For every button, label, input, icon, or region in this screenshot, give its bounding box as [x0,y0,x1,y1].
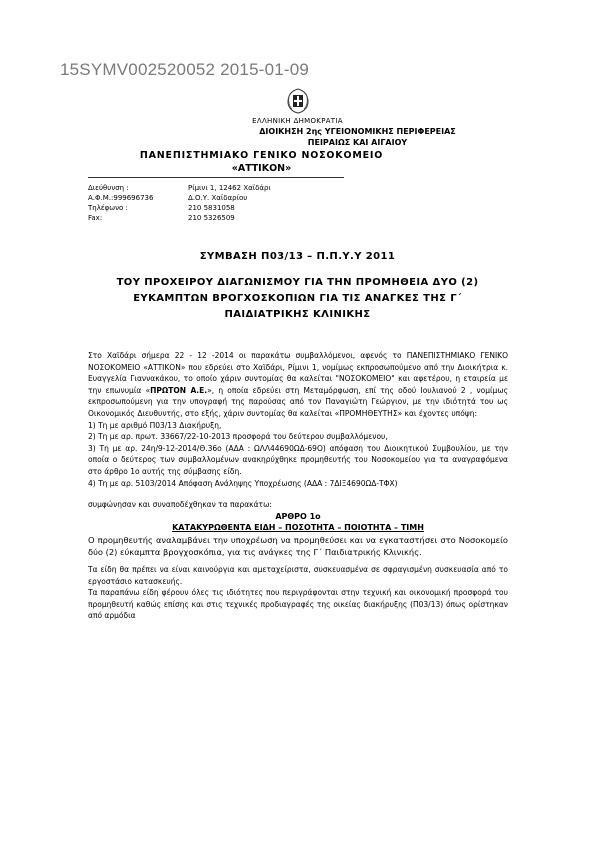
consideration-item: 2) Τη με αρ. πρωτ. 33667/22-10-2013 προσφορά του δεύτερου συμβαλλόμενου, [88,432,388,442]
contact-value: 210 5326509 [188,214,235,222]
consideration-item: 1) Τη με αριθμό Π03/13 Διακήρυξη, [88,420,222,430]
hospital-name: «ΑΤΤΙΚΟΝ» [231,163,292,174]
contact-block [88,183,271,223]
header-divider [88,177,344,178]
article-paragraph: Τα παραπάνω είδη φέρουν όλες τις ιδιότητες που περιγράφονται στην τεχνική και οικονομική προσφορά του προμηθευτή καθώς επίσης και στις τεχνικές προδιαγραφές της οικείας διακήρυξης (Π03/13) όπως ορίστηκαν από αρμόδια [88,588,508,621]
agreed-line: συμφώνησαν και συναποδέχθηκαν τα παρακάτω: [88,500,272,510]
subtitle-line: ΕΥΚΑΜΠΤΩΝ ΒΡΟΓΧΟΣΚΟΠΙΩΝ ΓΙΑ ΤΙΣ ΑΝΑΓΚΕΣ ΤΗΣ Γ΄ [133,293,462,304]
contact-value: 210 5831058 [188,204,235,212]
greek-emblem-icon [285,88,311,114]
subtitle-line: ΠΑΙΔΙΑΤΡΙΚΗΣ ΚΛΙΝΙΚΗΣ [224,309,371,320]
contact-label: Α.Φ.Μ.:999696736 [88,194,154,202]
contact-row-fax [88,213,271,223]
subtitle-line: ΤΟΥ ΠΡΟΧΕΙΡΟΥ ΔΙΑΓΩΝΙΣΜΟΥ ΓΙΑ ΤΗΝ ΠΡΟΜΗΘΕΙΑ ΔΥΟ (2) [116,277,479,288]
administration-label: ΔΙΟΙΚΗΣΗ 2ης ΥΓΕΙΟΝΟΜΙΚΗΣ ΠΕΡΙΦΕΡΕΙΑΣ [259,127,456,136]
document-id-watermark: 15SYMV002520052 2015-01-09 [60,60,310,79]
contact-value: Δ.Ο.Υ. Χαϊδαρίου [188,194,248,202]
intro-text: Στο Χαϊδάρι σήμερα 22 - 12 -2014 οι παρακάτω συμβαλλόμενοι, αφενός το ΠΑΝΕΠΙΣΤΗΜΙΑΚΟ ΓΕΝΙΚΟ ΝΟΣΟΚΟΜΕΙΟ «ΑΤΤΙΚΟΝ» που εδρεύει στο Χαϊδάρι, Ρίμινι 1, νομίμως εκπροσωπούμενο από την Διοικήτρια κ. Ευαγγελία Γιαννακάκου, το οποίο χάριν συντομίας θα καλείται "ΝΟΣΟΚΟΜΕΙΟ" και αφετέρου, η εταιρεία με την επωνυμία « [88,351,508,395]
contact-row-address [88,183,271,193]
contract-subtitle [0,275,595,323]
contact-row-phone [88,203,271,213]
region-label: ΠΕΙΡΑΙΩΣ ΚΑΙ ΑΙΓΑΙΟΥ [307,138,408,147]
contact-label: Διεύθυνση : [88,184,129,192]
republic-label: ΕΛΛΗΝΙΚΗ ΔΗΜΟΚΡΑΤΙΑ [252,117,343,125]
hospital-label: ΠΑΝΕΠΙΣΤΗΜΙΑΚΟ ΓΕΝΙΚΟ ΝΟΣΟΚΟΜΕΙΟ [139,150,384,161]
consideration-item: 3) Τη με αρ. 24η/9-12-2014/Θ.36ο (ΑΔΑ : ΩΛΛ44690ΩΔ-69Ο) απόφαση του Διοικητικού Συμβουλίου, με την οποία ο δεύτερος των συμβαλλομένων ανακηρύχθηκε προμηθευτής του Νοσοκομείου για τα αναγραφόμενα στο άρθρο 1ο αυτής της σύμβασης είδη. [88,443,508,476]
intro-paragraph [88,350,508,420]
contact-row-tax [88,193,271,203]
article-subheading: ΚΑΤΑΚΥΡΩΘΕΝΤΑ ΕΙΔΗ – ΠΟΣΟΤΗΤΑ – ΠΟΙΟΤΗΤΑ – ΤΙΜΗ [172,523,424,533]
company-name: ΠΡΩΤΟΝ Α.Ε. [150,385,208,395]
contact-value: Ρίμινι 1, 12462 Χαϊδάρι [188,184,271,192]
consideration-item: 4) Τη με αρ. 5103/2014 Απόφαση Ανάληψης Υποχρέωσης (ΑΔΑ : 7ΔΙΞ4690ΩΔ-ΤΦΧ) [88,478,398,488]
spacer [88,489,508,499]
contract-title: ΣΥΜΒΑΣΗ Π03/13 – Π.Π.Υ.Υ 2011 [199,251,396,262]
article-paragraph: Τα είδη θα πρέπει να είναι καινούργια και αμεταχείριστα, συσκευασμένα σε σφραγισμένη συσκευασία από το εργοστάσιο κατασκευής. [88,564,508,586]
article-heading: ΑΡΘΡΟ 1ο [275,511,321,521]
contract-body [88,350,508,622]
contact-label: Fax: [88,214,103,222]
intro-text: », η οποία εδρεύει στη Μεταμόρφωση, επί της οδού Ιουλιανού 2 , νομίμως εκπροσωπούμενη για την υπογραφή της παρούσας από τον Παναγιώτη Γεώργιον, με την ιδιότητά του ως Οικονομικός Διευθυντής, στο εξής, χάριν συντομίας θα καλείται «ΠΡΟΜΗΘΕΥΤΗΣ» και έχοντες υπόψη: [88,385,509,418]
article-paragraph: Ο προμηθευτής αναλαμβάνει την υποχρέωση να προμηθεύσει και να εγκαταστήσει στο Νοσοκομείο δύο (2) εύκαμπτα βρογχοσκόπια, για τις ανάγκες της Γ΄ Παιδιατρικής Κλινικής. [88,534,508,557]
contact-label: Τηλέφωνο : [88,204,128,212]
